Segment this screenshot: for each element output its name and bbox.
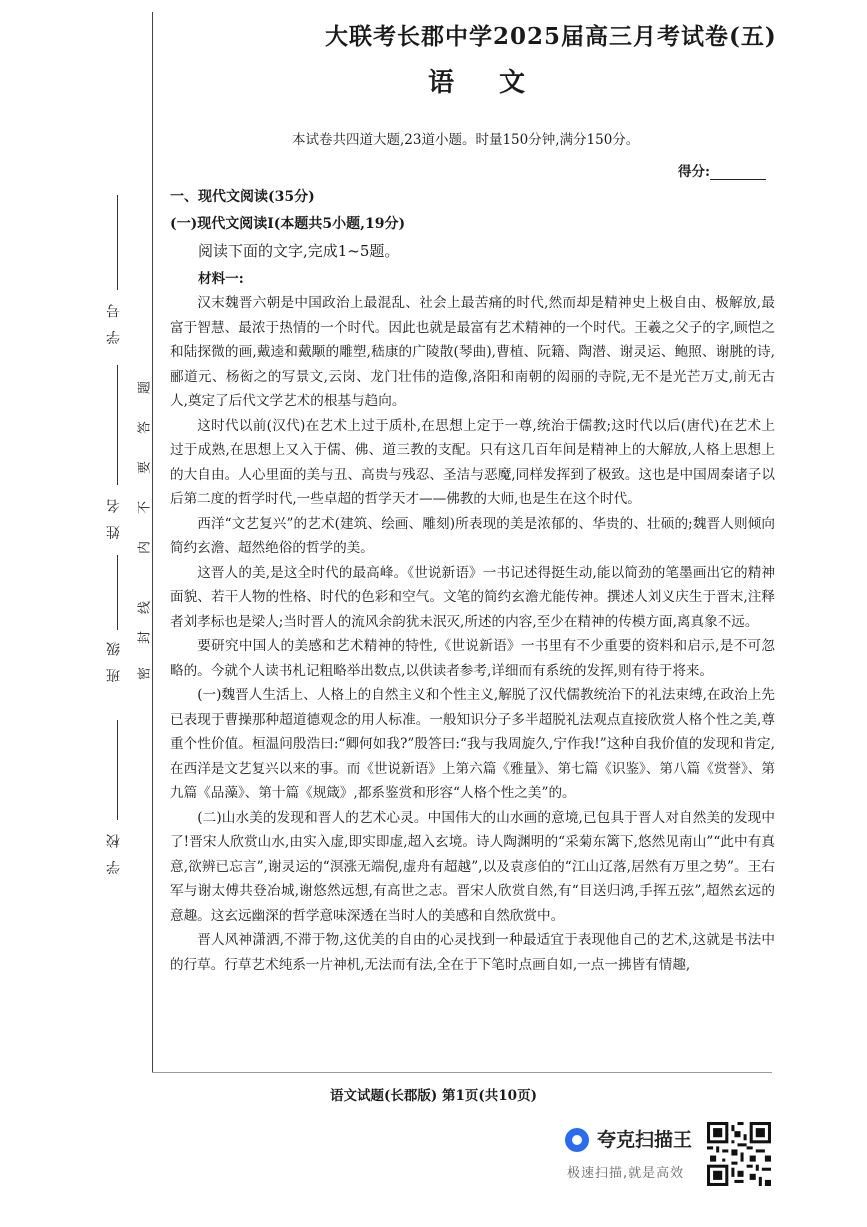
subject-title: 语 文 [428, 68, 544, 98]
reading-section [170, 185, 775, 977]
name-line [117, 365, 118, 485]
seal-char: 答 [137, 421, 153, 435]
paragraph: 晋人风神潇洒,不滞于物,这优美的自由的心灵找到一种最适宜于表现他自己的艺术,这就是书法中的行草。行草艺术纯系一片神机,无法而有法,全在于下笔时点画自如,一点一拂皆有情趣, [170, 932, 775, 973]
student-id-line [117, 195, 118, 290]
paragraph: (二)山水美的发现和晋人的艺术心灵。中国伟大的山水画的意境,已包具于晋人对自然美的发现中了!晋宋人欣赏山水,由实入虚,即实即虚,超入玄境。诗人陶渊明的“采菊东篱下,悠然见南山”“此中有真意,欲辨已忘言”,谢灵运的“溟涨无端倪,虚舟有超越”,以及袁彦伯的“江山辽落,居然有万里之势”。王右军与谢太傅共登冶城,谢悠然远想,有高世之志。晋宋人欣赏自然,有“目送归鸿,手挥五弦”,超然玄远的意趣。这玄远幽深的哲学意味深透在当时人的美感和自然欣赏中。 [170, 809, 775, 924]
footer-divider [152, 1072, 772, 1073]
section-heading: 一、现代文阅读(35分) [170, 189, 315, 205]
score-box [678, 160, 766, 180]
seal-char: 题 [137, 381, 153, 395]
seal-char: 要 [137, 461, 153, 475]
score-label: 得分: [678, 164, 710, 180]
name-field-label: 姓 名 [106, 495, 122, 540]
qr-code-icon [707, 1122, 771, 1186]
material-label: 材料一: [198, 270, 244, 287]
class-line [117, 555, 118, 630]
exam-info: 本试卷共四道大题,23道小题。时量150分钟,满分150分。 [292, 132, 640, 148]
seal-char: 封 [137, 631, 153, 645]
paragraph: 西洋“文艺复兴”的艺术(建筑、绘画、雕刻)所表现的美是浓郁的、华贵的、壮硕的;魏晋人则倾向简约玄澹、超然绝俗的哲学的美。 [170, 515, 775, 556]
exam-title: 大联考长郡中学2025届高三月考试卷(五) [325, 23, 777, 50]
scanner-slogan: 极速扫描,就是高效 [567, 1166, 685, 1181]
page-footer: 语文试题(长郡版) 第1页(共10页) [330, 1088, 537, 1104]
seal-char: 线 [137, 601, 153, 615]
seal-char: 密 [137, 667, 153, 681]
paragraph: 这晋人的美,是这全时代的最高峰。《世说新语》一书记述得挺生动,能以简劲的笔墨画出它的精神面貌、若干人物的性格、时代的色彩和空气。文笔的简约玄澹尤能传神。撰述人刘义庆生于晋末,注释者刘孝标也是梁人;当时晋人的流风余韵犹未泯灭,所述的内容,至少在精神的传模方面,离真象不远。 [170, 564, 775, 630]
section-subheading: (一)现代文阅读Ⅰ(本题共5小题,19分) [170, 215, 406, 232]
quark-logo-icon [565, 1128, 589, 1152]
score-blank [710, 165, 766, 180]
instruction-text: 阅读下面的文字,完成1~5题。 [198, 242, 400, 260]
school-field-label: 学 校 [106, 830, 122, 875]
paragraph: 这时代以前(汉代)在艺术上过于质朴,在思想上定于一尊,统治于儒教;这时代以后(唐代)在艺术上过于成熟,在思想上又入于儒、佛、道三教的支配。只有这几百年间是精神上的大解放,人格上思想上的大自由。人心里面的美与丑、高贵与残忍、圣洁与恶魔,同样发挥到了极致。这也是中国周秦诸子以后第二度的哲学时代,一些卓超的哲学天才——佛教的大师,也是生在这个时代。 [170, 417, 775, 507]
school-line [117, 720, 118, 820]
paragraph: 汉末魏晋六朝是中国政治上最混乱、社会上最苦痛的时代,然而却是精神史上极自由、极解放,最富于智慧、最浓于热情的一个时代。因此也就是最富有艺术精神的一个时代。王羲之父子的字,顾恺之和陆探微的画,戴逵和戴颙的雕塑,嵇康的广陵散(琴曲),曹植、阮籍、陶潜、谢灵运、鲍照、谢朓的诗,郦道元、杨衒之的写景文,云岗、龙门壮伟的造像,洛阳和南朝的闳丽的寺院,无不是光芒万丈,前无古人,奠定了后代文学艺术的根基与趋向。 [170, 295, 775, 409]
student-id-field-label: 学 号 [106, 300, 122, 345]
seal-char: 内 [137, 541, 153, 555]
paragraph: (一)魏晋人生活上、人格上的自然主义和个性主义,解脱了汉代儒教统治下的礼法束缚,在政治上先已表现于曹操那种超道德观念的用人标准。一般知识分子多半超脱礼法观点直接欣赏人格个性之美,尊重个性价值。桓温问殷浩曰:“卿何如我?”殷答曰:“我与我周旋久,宁作我!”这种自我价值的发现和肯定,在西洋是文艺复兴以来的事。而《世说新语》上第六篇《雅量》、第七篇《识鉴》、第八篇《赏誉》、第九篇《品藻》、第十篇《规箴》,都系鉴赏和形容“人格个性之美”的。 [170, 687, 775, 801]
class-field-label: 班 级 [106, 638, 122, 683]
seal-char: 不 [137, 501, 153, 515]
paragraph: 要研究中国人的美感和艺术精神的特性,《世说新语》一书里有不少重要的资料和启示,是不可忽略的。今就个人读书札记粗略举出数点,以供读者参考,详细而有系统的发挥,则有待于将来。 [170, 638, 775, 679]
scanner-brand: 夸克扫描王 [597, 1129, 693, 1151]
